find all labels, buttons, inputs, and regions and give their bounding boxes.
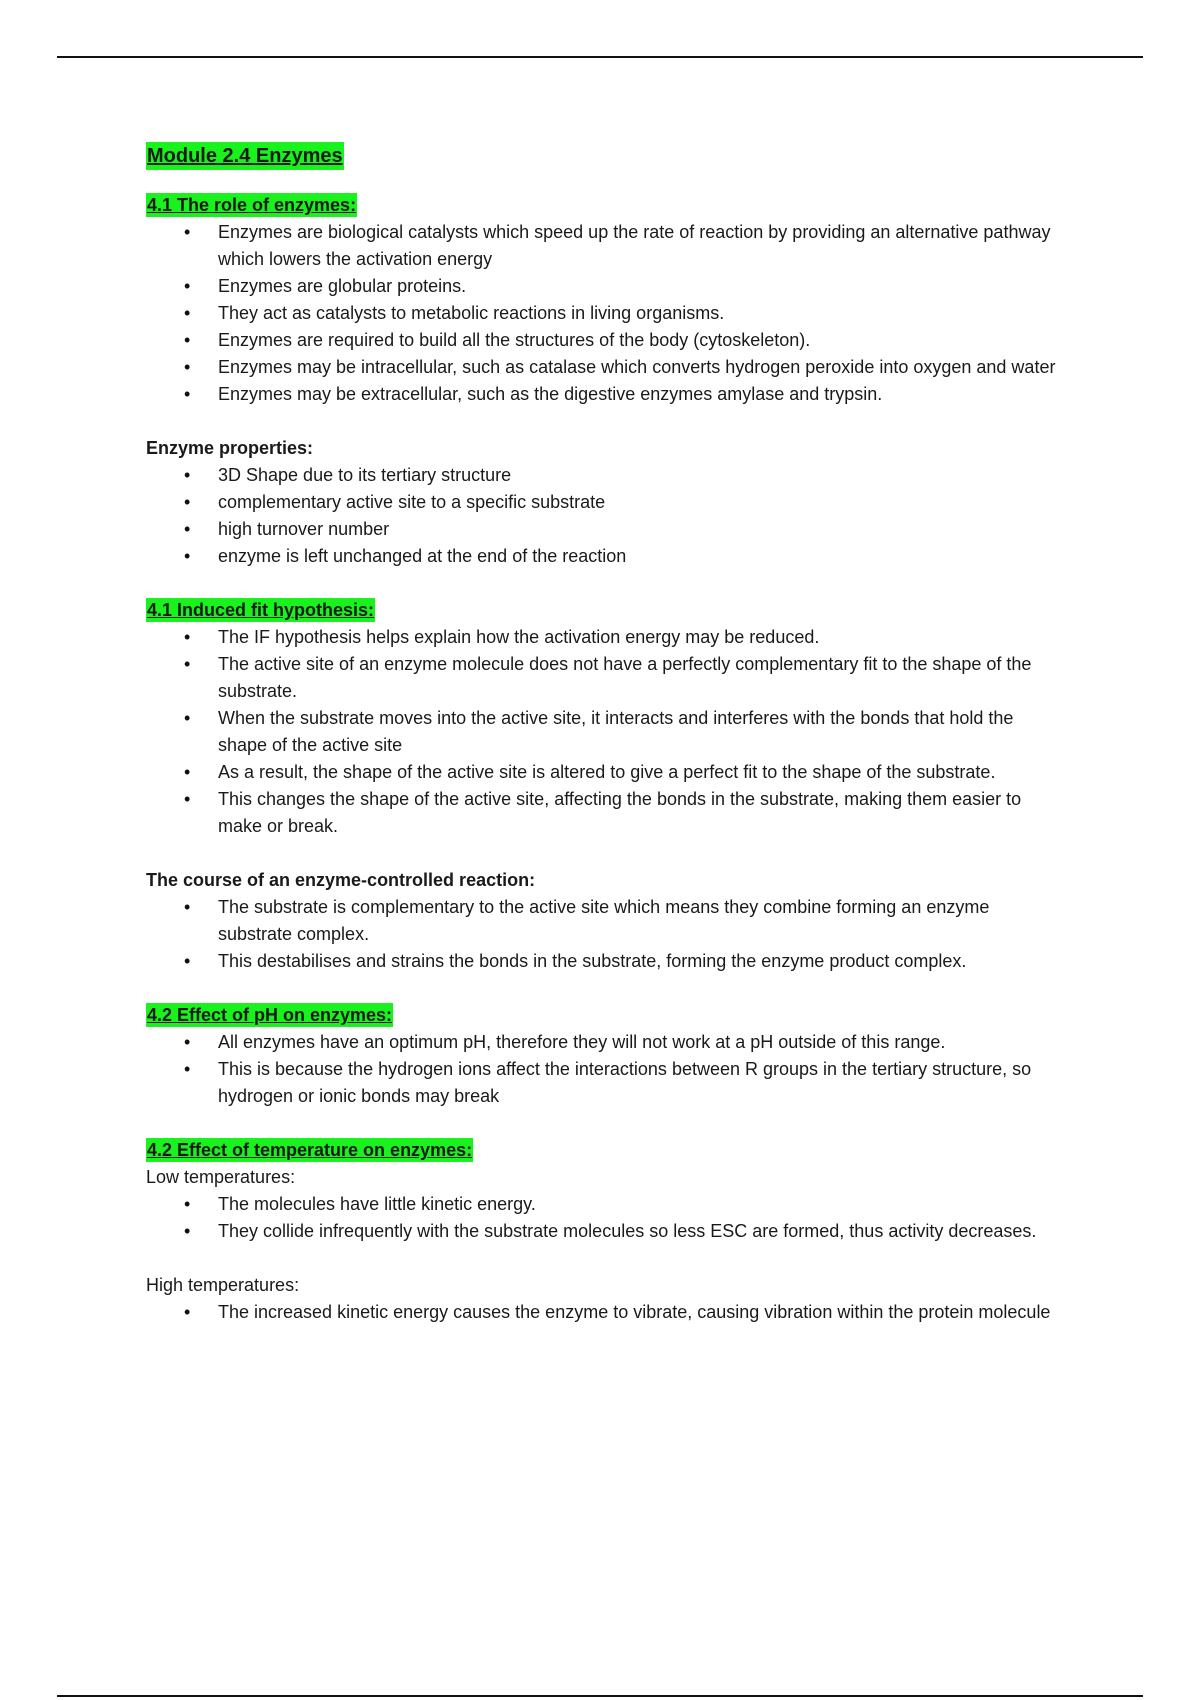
list-item: • All enzymes have an optimum pH, therefore they will not work at a pH outside of this range.	[146, 1029, 1066, 1056]
section-heading: 4.2 Effect of temperature on enzymes:	[147, 1140, 473, 1160]
page-title: Module 2.4 Enzymes	[146, 142, 344, 170]
bottom-rule	[57, 1695, 1143, 1697]
list-item: • The increased kinetic energy causes the enzyme to vibrate, causing vibration within the protein molecule	[146, 1299, 1066, 1326]
spacer	[146, 1110, 1066, 1137]
bullet-list	[146, 1191, 1066, 1245]
spacer	[146, 570, 1066, 597]
list-item: • They act as catalysts to metabolic reactions in living organisms.	[146, 300, 1066, 327]
section-effect-of-temperature	[146, 1137, 1066, 1245]
top-rule	[57, 56, 1143, 58]
subheading-high-temperatures: High temperatures:	[146, 1275, 300, 1295]
bullet-list	[146, 462, 1066, 570]
list-item: • This destabilises and strains the bonds in the substrate, forming the enzyme product complex.	[146, 948, 1066, 975]
list-item: • The substrate is complementary to the active site which means they combine forming an enzyme substrate complex.	[146, 894, 1066, 948]
section-heading: Enzyme properties:	[146, 438, 314, 458]
section-heading: The course of an enzyme-controlled reaction:	[146, 870, 536, 890]
list-item: • This is because the hydrogen ions affect the interactions between R groups in the tertiary structure, so hydrogen or ionic bonds may break	[146, 1056, 1066, 1110]
list-item: • As a result, the shape of the active site is altered to give a perfect fit to the shape of the substrate.	[146, 759, 1066, 786]
list-item: • They collide infrequently with the substrate molecules so less ESC are formed, thus activity decreases.	[146, 1218, 1066, 1245]
section-heading: 4.1 Induced fit hypothesis:	[147, 600, 375, 620]
list-item: • When the substrate moves into the active site, it interacts and interferes with the bonds that hold the shape of the active site	[146, 705, 1066, 759]
section-effect-of-ph	[146, 1002, 1066, 1110]
list-item: • Enzymes are globular proteins.	[146, 273, 1066, 300]
section-high-temperatures	[146, 1272, 1066, 1326]
spacer	[146, 975, 1066, 1002]
list-item: • enzyme is left unchanged at the end of the reaction	[146, 543, 1066, 570]
spacer	[146, 1245, 1066, 1272]
list-item: • The active site of an enzyme molecule does not have a perfectly complementary fit to the shape of the substrate.	[146, 651, 1066, 705]
list-item: • The molecules have little kinetic energy.	[146, 1191, 1066, 1218]
bullet-list	[146, 1029, 1066, 1110]
list-item: • Enzymes may be intracellular, such as catalase which converts hydrogen peroxide into oxygen and water	[146, 354, 1066, 381]
section-enzyme-properties	[146, 435, 1066, 570]
list-item: • Enzymes may be extracellular, such as the digestive enzymes amylase and trypsin.	[146, 381, 1066, 408]
spacer	[146, 840, 1066, 867]
bullet-list	[146, 624, 1066, 840]
list-item: • high turnover number	[146, 516, 1066, 543]
bullet-list	[146, 894, 1066, 975]
document-body	[146, 142, 1066, 1326]
bullet-list	[146, 1299, 1066, 1326]
section-role-of-enzymes	[146, 192, 1066, 408]
section-heading: 4.2 Effect of pH on enzymes:	[147, 1005, 393, 1025]
list-item: • This changes the shape of the active site, affecting the bonds in the substrate, making them easier to make or break.	[146, 786, 1066, 840]
spacer	[146, 408, 1066, 435]
bullet-list	[146, 219, 1066, 408]
section-induced-fit	[146, 597, 1066, 840]
section-heading: 4.1 The role of enzymes:	[147, 195, 357, 215]
list-item: • The IF hypothesis helps explain how the activation energy may be reduced.	[146, 624, 1066, 651]
list-item: • Enzymes are required to build all the structures of the body (cytoskeleton).	[146, 327, 1066, 354]
subheading-low-temperatures: Low temperatures:	[146, 1167, 296, 1187]
list-item: • complementary active site to a specific substrate	[146, 489, 1066, 516]
list-item: • 3D Shape due to its tertiary structure	[146, 462, 1066, 489]
list-item: • Enzymes are biological catalysts which speed up the rate of reaction by providing an alternative pathway which lowers the activation energy	[146, 219, 1066, 273]
section-enzyme-controlled-reaction	[146, 867, 1066, 975]
